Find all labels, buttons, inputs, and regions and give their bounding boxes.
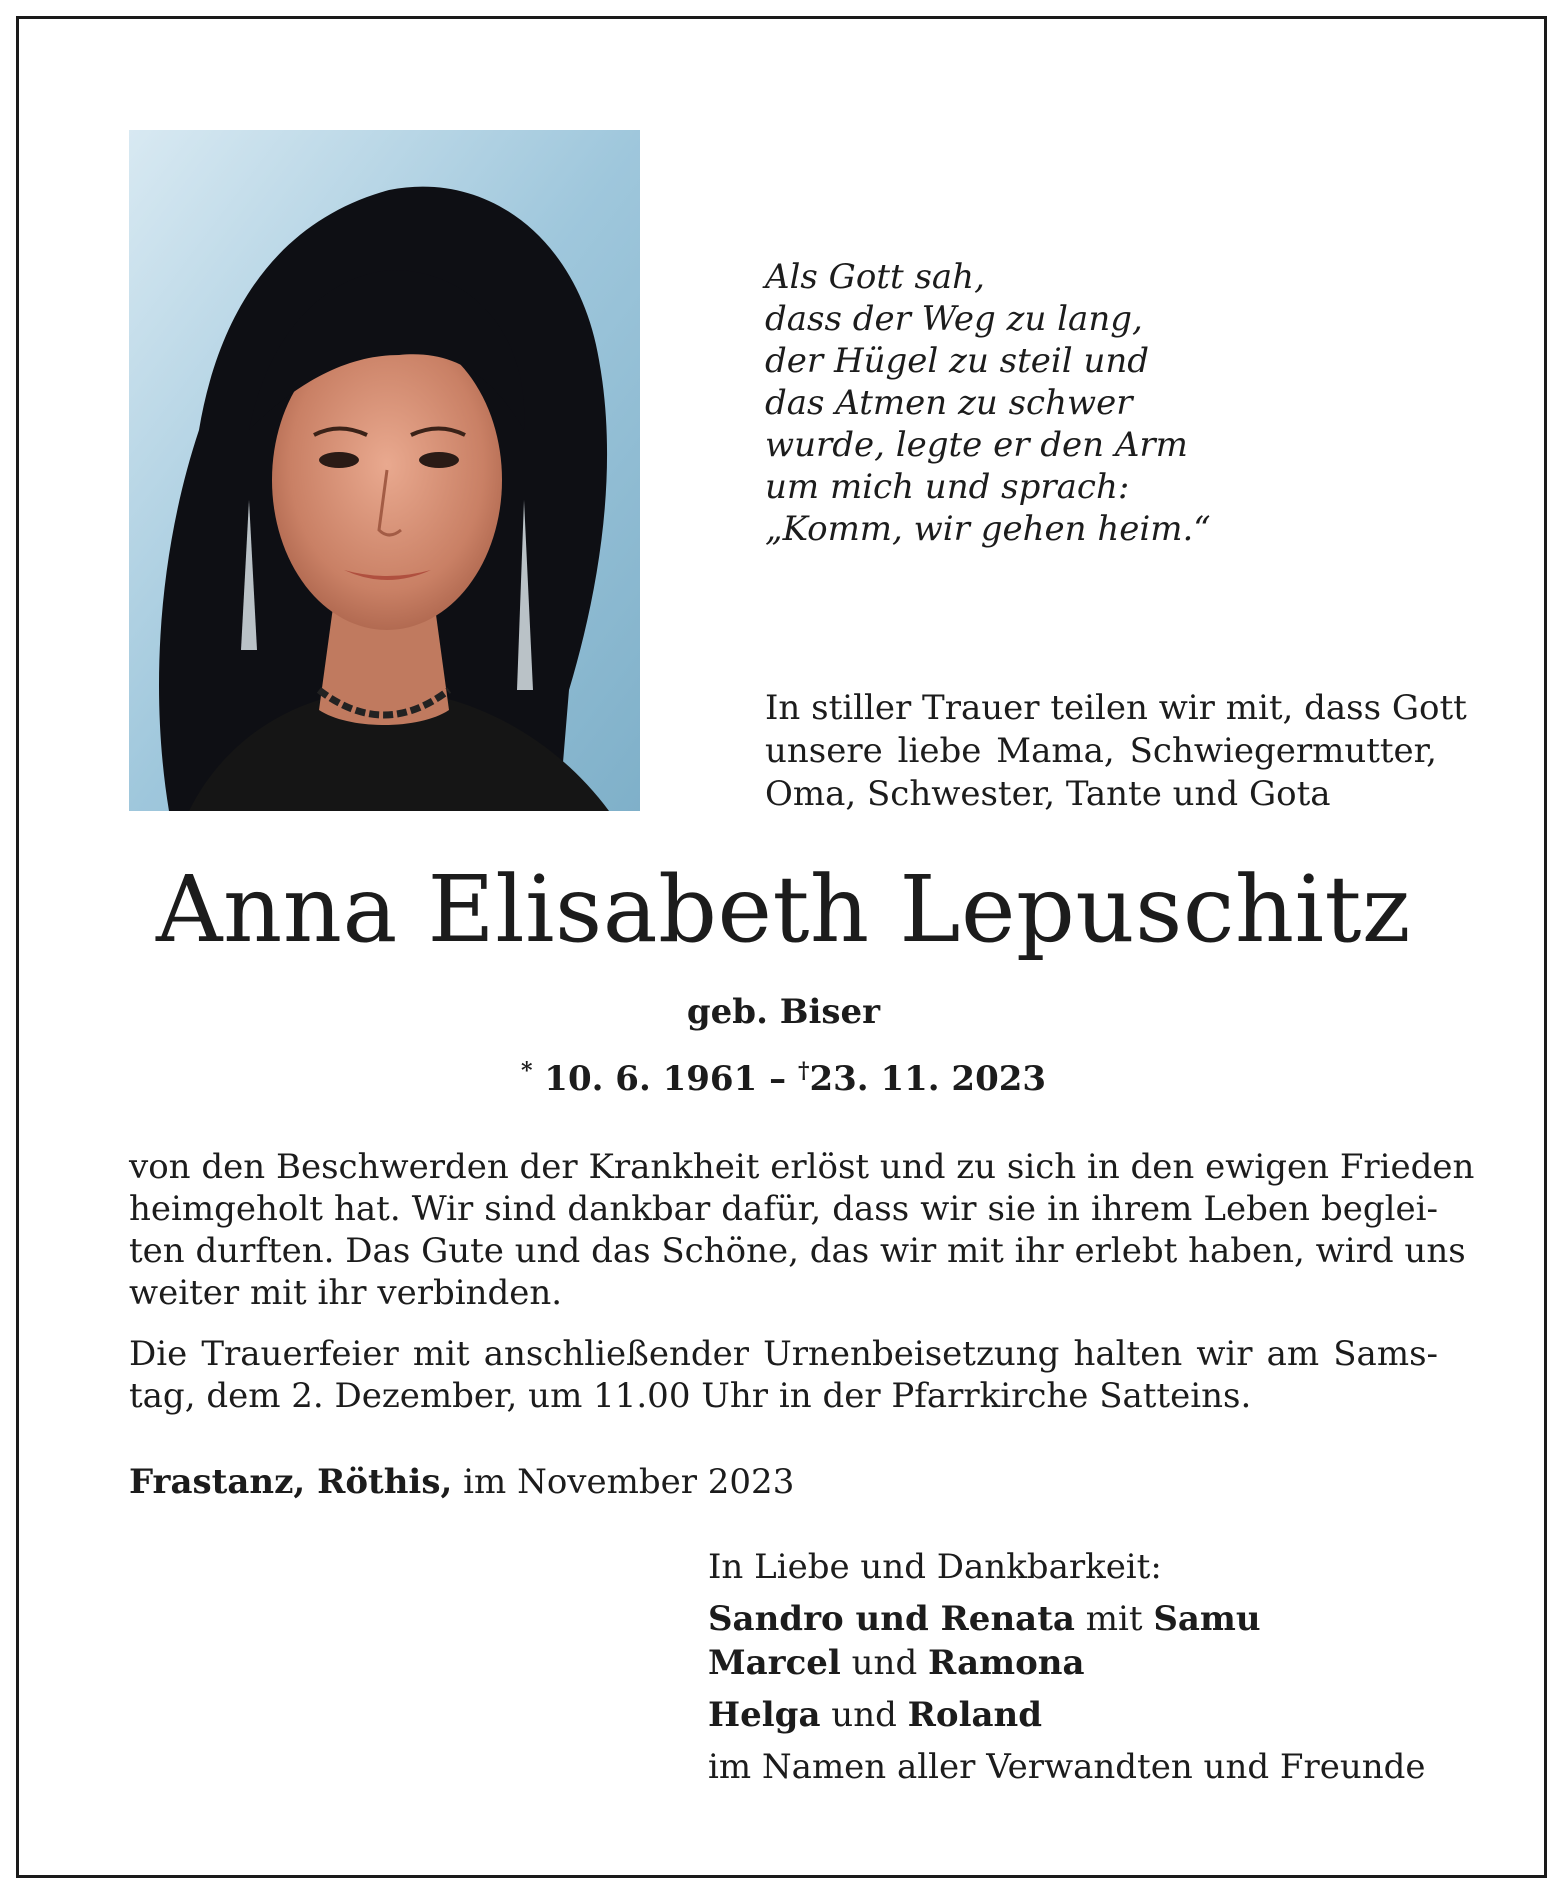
intro-line: unsere liebe Mama, Schwiegermutter, bbox=[765, 731, 1437, 771]
birth-date: 10. 6. 1961 bbox=[544, 1059, 758, 1099]
place-and-date bbox=[129, 1462, 794, 1502]
body-line: Die Trauerfeier mit anschließender Urnenbeisetzung halten wir am Sams- bbox=[129, 1334, 1438, 1374]
family-signoff bbox=[708, 1545, 1426, 1789]
body-line: weiter mit ihr verbinden. bbox=[129, 1273, 563, 1313]
body-line: tag, dem 2. Dezember, um 11.00 Uhr in der Pfarrkirche Satteins. bbox=[129, 1376, 1252, 1416]
body-line: von den Beschwerden der Krankheit erlöst und zu sich in den ewigen Frieden bbox=[129, 1147, 1475, 1187]
mourner-names: Marcel bbox=[708, 1643, 841, 1683]
death-date: 23. 11. 2023 bbox=[809, 1059, 1047, 1099]
mourner-line-2 bbox=[708, 1641, 1426, 1685]
poem-line: „Komm, wir gehen heim.“ bbox=[765, 509, 1211, 549]
places: Frastanz, Röthis, bbox=[129, 1462, 453, 1502]
portrait-image bbox=[129, 130, 640, 811]
memorial-poem bbox=[765, 256, 1211, 550]
mourner-names: Samu bbox=[1153, 1599, 1261, 1639]
connector: und bbox=[851, 1643, 918, 1683]
announcement-intro bbox=[765, 687, 1467, 816]
signoff-intro: In Liebe und Dankbarkeit: bbox=[708, 1547, 1162, 1587]
birth-symbol: * bbox=[520, 1058, 533, 1084]
poem-line: das Atmen zu schwer bbox=[765, 383, 1133, 423]
connector: mit bbox=[1085, 1599, 1143, 1639]
mourner-line-1 bbox=[708, 1597, 1426, 1641]
deceased-name: Anna Elisabeth Lepuschitz bbox=[156, 856, 1411, 963]
connector: und bbox=[831, 1695, 897, 1735]
poem-line: wurde, legte er den Arm bbox=[765, 425, 1188, 465]
intro-line: In stiller Trauer teilen wir mit, dass Gott bbox=[765, 688, 1467, 728]
mourner-names: Helga bbox=[708, 1695, 821, 1735]
date-separator: – bbox=[769, 1059, 787, 1099]
poem-line: um mich und sprach: bbox=[765, 467, 1130, 507]
mourner-line-3 bbox=[708, 1693, 1426, 1737]
body-line: heimgeholt hat. Wir sind dankbar dafür, dass wir sie in ihrem Leben beglei- bbox=[129, 1189, 1438, 1229]
mourner-names: Sandro und Renata bbox=[708, 1599, 1075, 1639]
death-symbol: † bbox=[797, 1058, 810, 1084]
month-year: im November 2023 bbox=[463, 1462, 795, 1502]
maiden-name: geb. Biser bbox=[686, 992, 881, 1032]
mourner-names: Ramona bbox=[928, 1643, 1085, 1683]
body-paragraph-1 bbox=[129, 1146, 1475, 1314]
mourner-names: Roland bbox=[907, 1695, 1043, 1735]
intro-line: Oma, Schwester, Tante und Gota bbox=[765, 774, 1331, 814]
body-paragraph-2 bbox=[129, 1333, 1438, 1417]
signoff-closing: im Namen aller Verwandten und Freunde bbox=[708, 1747, 1426, 1787]
portrait-photo bbox=[129, 130, 640, 811]
life-dates bbox=[0, 1058, 1567, 1099]
poem-line: der Hügel zu steil und bbox=[765, 341, 1150, 381]
poem-line: dass der Weg zu lang, bbox=[765, 299, 1143, 339]
body-line: ten durften. Das Gute und das Schöne, das wir mit ihr erlebt haben, wird uns bbox=[129, 1231, 1466, 1271]
poem-line: Als Gott sah, bbox=[765, 257, 985, 297]
